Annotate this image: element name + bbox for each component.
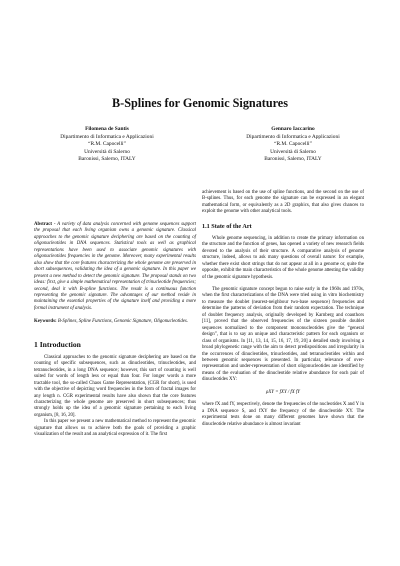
keywords-text: B-Splines, Spline Functions, Genomic Signature, Oligonucleotides. xyxy=(56,319,188,325)
subsection-heading-state-of-art: 1.1 State of the Art xyxy=(202,222,252,230)
author-university: Università di Salerno xyxy=(270,148,316,155)
abstract-label: Abstract xyxy=(34,222,53,227)
abstract-text: - A variety of data analysis concerned with genome sequences support the proposal that each living organism owns a genomic signature. Classical approaches to the genomic signature deciphering are based on the counting of oligonucleotides in DNA sequences. Statistical tools as well as graphical representations have been used to associate genomic signatures with oligonucleotides frequencies in the genome. Moreover, many experimental results also show that the core features characterizing the whole genome are preserved in short subsequences, validating the idea of a genomic signature. In this paper we present a new method to detect the genomic signature. The proposal stands on two ideas: first, give a simple mathematical representation of trinucleotide frequencies; second, deal it with B-spline functions. The result is a continuous function representing the genomic signature. The advantages of our method reside in maintaining the essential properties of the signature itself and providing a more formal instrument of analysis. xyxy=(34,222,196,311)
keywords-label: Keywords: xyxy=(34,319,57,325)
author-institute: “R.M. Capocelli” xyxy=(274,141,312,148)
abstract xyxy=(34,222,196,312)
author-institute: “R.M. Capocelli” xyxy=(88,141,126,148)
equation-relative-abundance: ρXY = fXY / fX fY xyxy=(266,389,300,395)
paragraph: Whole genome sequencing, in addition to create the primary information on the structure and the function of genes, has opened a variety of new research fields devoted to the analysis of their structure. A comparative analysis of genome structure, indeed, allows to ask many questions of overall nature: for example, whether there exist short strings that do not appear at all in a genome or, quite the opposite, exhibit the main characteristics of the whole genome attesting the validity of the genomic signature hypothesis. xyxy=(202,235,364,280)
author-name: Filomena de Santis xyxy=(85,126,129,132)
paragraph: where fX and fY, respectively, denote the frequencies of the nucleotides X and Y in a DNA sequence S, and fXY the frequency of the dinucleotide XY. The experimental tests done on many different genomes have shown that the dinucleotide relative abundance is almost invariant xyxy=(202,402,364,427)
author-block-2 xyxy=(222,126,364,164)
right-column xyxy=(202,190,364,428)
author-university: Università di Salerno xyxy=(84,148,130,155)
paragraph: The genomic signature concept begun to raise early in the 1960s and 1970s, when the first characterizations of the DNA were tried using in vitro biochemistry to measure the doublet (nearest-neighbour two-base sequence) frequencies and determine the patterns of deviation from their random expectation. The technique of doublet frequency analysis, originally developed by Karnberg and coauthors [11], proved that the observed frequencies of the sixteen possible doublet sequences normalized to the component mononucleotides give the “general design”, that is to say an unique and characteristic pattern for each organism or class of organisms. In [11, 13, 14, 15, 16, 17, 19, 20] a detailed study involving a broad phylogenetic range with the aim to detect predispositions and irregularity in the occurrences of dinucleotides, trinucleotides, and tetranucleotides within and between genomic sequences is presented. In particular, relevance of over-representation and under-representation of short oligonucleotides are identified by means of the evaluation of the dinucleotide relative abundance for each pair of dinucleotides XY: xyxy=(202,286,364,383)
paragraph: In this paper we present a new mathematical method to represent the genomic signature that allows us to achieve both the goals of providing a graphic visualization of the result and an analytical expression of it. The first xyxy=(34,419,196,438)
section-heading-introduction: 1 Introduction xyxy=(34,339,81,349)
author-city: Baronissi, Salerno, ITALY xyxy=(78,156,136,163)
paragraph: achievement is based on the use of spline functions, and the second on the use of B-splines. Thus, for each genome the signature can be expressed in an elegant mathematical form, or equivalently as a 2D graphics, that also gives chances to exploit the genome with other analytical tools. xyxy=(202,190,364,215)
paragraph: Classical approaches to the genomic signature deciphering are based on the counting of specific subsequences, such as dinucleotides, trinucleotides, and tetranucleotides, in a long DNA sequence; however, this sort of counting is well suited for words of length less or equal than four. For longer words a more tractable tool, the so-called Chaos Game Representation, (CGR for short), is used with the objective of depicting word frequencies in the form of fractal images for any length n. CGR experimental results have also shown that the core features characterizing the whole genome are preserved in short subsequences; thus strongly holds up the idea of a genomic signature pertaining to each living organism, [8, 16, 20]. xyxy=(34,354,196,418)
author-block-1 xyxy=(36,126,178,164)
keywords xyxy=(34,319,196,325)
author-name: Gennaro Iaccarino xyxy=(271,126,315,132)
author-department: Dipartimento di Informatica e Applicazioni xyxy=(60,133,154,140)
left-column xyxy=(34,222,196,439)
author-department: Dipartimento di Informatica e Applicazioni xyxy=(246,133,340,140)
author-city: Baronissi, Salerno, ITALY xyxy=(264,156,322,163)
paper-title: B-Splines for Genomic Signatures xyxy=(112,96,288,110)
